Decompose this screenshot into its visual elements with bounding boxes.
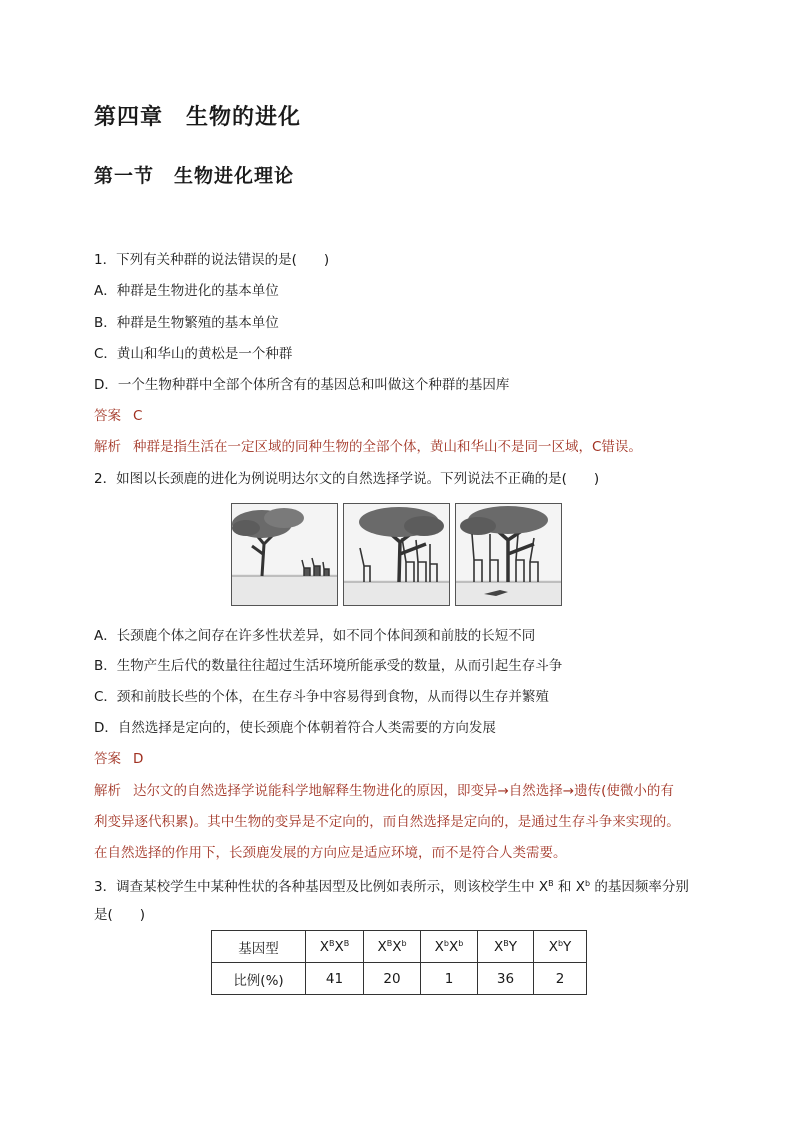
q2-analysis-line-1 xyxy=(94,781,674,801)
tree-and-giraffes-illustration-1 xyxy=(232,504,337,605)
q2-option-c: C．颈和前肢长些的个体，在生存斗争中容易得到食物，从而得以生存并繁殖 xyxy=(94,689,549,705)
tree-and-giraffes-illustration-2 xyxy=(344,504,449,605)
q2-answer xyxy=(94,749,143,769)
q3-stem-part-3: 的基因频率分别 xyxy=(590,879,689,895)
q1-answer-value: C xyxy=(133,408,143,424)
q2-answer-value: D xyxy=(133,751,144,767)
ratio-cell: 20 xyxy=(364,963,421,995)
genotype-cell: $X^BY$ xyxy=(478,931,534,963)
q1-analysis-label: 解析 xyxy=(94,439,121,455)
table-header-genotype: 基因型 xyxy=(212,931,306,963)
genotype-cell: $X^BX^b$ xyxy=(364,931,421,963)
q2-answer-label: 答案 xyxy=(94,751,121,767)
q1-analysis-text: 种群是指生活在一定区域的同种生物的全部个体，黄山和华山不是同一区域，C错误。 xyxy=(133,439,642,455)
q3-stem-line-1 xyxy=(94,874,689,897)
q2-option-d: D．自然选择是定向的，使长颈鹿个体朝着符合人类需要的方向发展 xyxy=(94,720,496,736)
q1-option-a: A．种群是生物进化的基本单位 xyxy=(94,283,279,299)
genotype-table xyxy=(211,930,587,995)
ratio-cell: 1 xyxy=(421,963,478,995)
figure-panel-1 xyxy=(231,503,338,606)
tree-and-giraffes-illustration-3 xyxy=(456,504,561,605)
q1-stem: 1．下列有关种群的说法错误的是( ) xyxy=(94,252,330,268)
q3-allele-sup-2: b xyxy=(584,879,591,888)
giraffe-evolution-figure xyxy=(231,503,563,606)
table-row-genotypes xyxy=(212,931,587,963)
q3-stem-part-1: 3．调查某校学生中某种性状的各种基因型及比例如表所示，则该校学生中 X xyxy=(94,879,549,895)
q1-option-b: B．种群是生物繁殖的基本单位 xyxy=(94,315,279,331)
section-title: 第一节 生物进化理论 xyxy=(94,165,295,187)
q2-stem: 2．如图以长颈鹿的进化为例说明达尔文的自然选择学说。下列说法不正确的是( ) xyxy=(94,471,600,487)
q1-option-d: D．一个生物种群中全部个体所含有的基因总和叫做这个种群的基因库 xyxy=(94,377,510,393)
ratio-cell: 2 xyxy=(534,963,587,995)
q3-stem-part-2: 和 X xyxy=(553,879,585,895)
ratio-cell: 36 xyxy=(478,963,534,995)
genotype-cell: $X^bX^b$ xyxy=(421,931,478,963)
q2-option-b: B．生物产生后代的数量往往超过生活环境所能承受的数量，从而引起生存斗争 xyxy=(94,658,563,674)
q3-allele-sup-1: B xyxy=(548,879,554,888)
genotype-cell: $X^bY$ xyxy=(534,931,587,963)
q2-analysis-text-1: 达尔文的自然选择学说能科学地解释生物进化的原因，即变异→自然选择→遗传(使微小的有 xyxy=(133,783,674,799)
table-row-ratios xyxy=(212,963,587,995)
figure-panel-2 xyxy=(343,503,450,606)
q2-option-a: A．长颈鹿个体之间存在许多性状差异，如不同个体间颈和前肢的长短不同 xyxy=(94,628,536,644)
genotype-cell: $X^BX^B$ xyxy=(306,931,364,963)
q2-analysis-line-3: 在自然选择的作用下，长颈鹿发展的方向应是适应环境，而不是符合人类需要。 xyxy=(94,845,567,861)
q2-analysis-line-2: 利变异逐代积累)。其中生物的变异是不定向的，而自然选择是定向的，是通过生存斗争来实现的。 xyxy=(94,814,680,830)
q2-analysis-label: 解析 xyxy=(94,783,121,799)
ratio-cell: 41 xyxy=(306,963,364,995)
q1-analysis xyxy=(94,437,642,457)
figure-panel-3 xyxy=(455,503,562,606)
table-header-ratio: 比例(%) xyxy=(212,963,306,995)
q1-answer xyxy=(94,406,142,426)
q1-option-c: C．黄山和华山的黄松是一个种群 xyxy=(94,346,293,362)
chapter-title: 第四章 生物的进化 xyxy=(94,104,302,130)
q1-answer-label: 答案 xyxy=(94,408,121,424)
q3-stem-line-2: 是( ) xyxy=(94,907,146,923)
